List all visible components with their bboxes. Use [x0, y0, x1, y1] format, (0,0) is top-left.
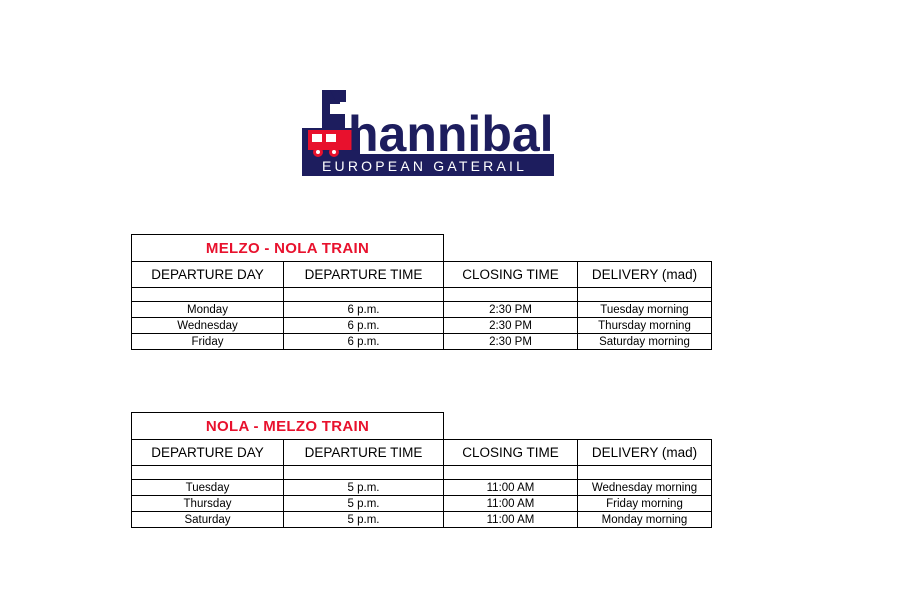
cell-closing-time: 11:00 AM	[444, 496, 578, 512]
cell-departure-time: 6 p.m.	[284, 318, 444, 334]
company-logo	[300, 88, 560, 193]
table-row	[132, 496, 712, 512]
cell-departure-day: Thursday	[132, 496, 284, 512]
spacer-cell	[578, 288, 712, 302]
cell-delivery: Wednesday morning	[578, 480, 712, 496]
schedule-table-melzo-nola	[131, 234, 712, 350]
column-header-delivery: DELIVERY (mad)	[578, 440, 712, 466]
table-spacer-row	[132, 288, 712, 302]
table-row	[132, 334, 712, 350]
table-spacer-row	[132, 466, 712, 480]
spacer-cell	[284, 288, 444, 302]
column-header-departure-time: DEPARTURE TIME	[284, 262, 444, 288]
table-title: NOLA - MELZO TRAIN	[132, 413, 444, 440]
cell-departure-day: Friday	[132, 334, 284, 350]
column-header-delivery: DELIVERY (mad)	[578, 262, 712, 288]
title-blank-2	[578, 413, 712, 440]
spacer-cell	[132, 466, 284, 480]
cell-delivery: Monday morning	[578, 512, 712, 528]
column-header-departure-day: DEPARTURE DAY	[132, 262, 284, 288]
cell-departure-time: 6 p.m.	[284, 334, 444, 350]
table-title: MELZO - NOLA TRAIN	[132, 235, 444, 262]
table-header-row	[132, 262, 712, 288]
cell-delivery: Tuesday morning	[578, 302, 712, 318]
cell-closing-time: 2:30 PM	[444, 318, 578, 334]
cell-delivery: Thursday morning	[578, 318, 712, 334]
logo-tagline: EUROPEAN GATERAIL	[322, 158, 528, 174]
cell-departure-day: Saturday	[132, 512, 284, 528]
table-row	[132, 318, 712, 334]
column-header-closing-time: CLOSING TIME	[444, 440, 578, 466]
table-row	[132, 302, 712, 318]
cell-departure-time: 5 p.m.	[284, 512, 444, 528]
column-header-closing-time: CLOSING TIME	[444, 262, 578, 288]
cell-departure-day: Tuesday	[132, 480, 284, 496]
title-blank-1	[444, 413, 578, 440]
logo-wordmark: hannibal	[348, 106, 554, 162]
cell-delivery: Friday morning	[578, 496, 712, 512]
spacer-cell	[132, 288, 284, 302]
title-blank-2	[578, 235, 712, 262]
spacer-cell	[444, 466, 578, 480]
title-blank-1	[444, 235, 578, 262]
spacer-cell	[578, 466, 712, 480]
cell-departure-time: 6 p.m.	[284, 302, 444, 318]
schedule-table-nola-melzo	[131, 412, 712, 528]
table-row	[132, 512, 712, 528]
cell-departure-time: 5 p.m.	[284, 496, 444, 512]
table-title-row	[132, 235, 712, 262]
cell-departure-day: Monday	[132, 302, 284, 318]
cell-delivery: Saturday morning	[578, 334, 712, 350]
spacer-cell	[444, 288, 578, 302]
table-row	[132, 480, 712, 496]
cell-departure-day: Wednesday	[132, 318, 284, 334]
table-header-row	[132, 440, 712, 466]
cell-closing-time: 2:30 PM	[444, 334, 578, 350]
cell-closing-time: 11:00 AM	[444, 480, 578, 496]
cell-departure-time: 5 p.m.	[284, 480, 444, 496]
cell-closing-time: 2:30 PM	[444, 302, 578, 318]
spacer-cell	[284, 466, 444, 480]
column-header-departure-day: DEPARTURE DAY	[132, 440, 284, 466]
cell-closing-time: 11:00 AM	[444, 512, 578, 528]
table-title-row	[132, 413, 712, 440]
column-header-departure-time: DEPARTURE TIME	[284, 440, 444, 466]
